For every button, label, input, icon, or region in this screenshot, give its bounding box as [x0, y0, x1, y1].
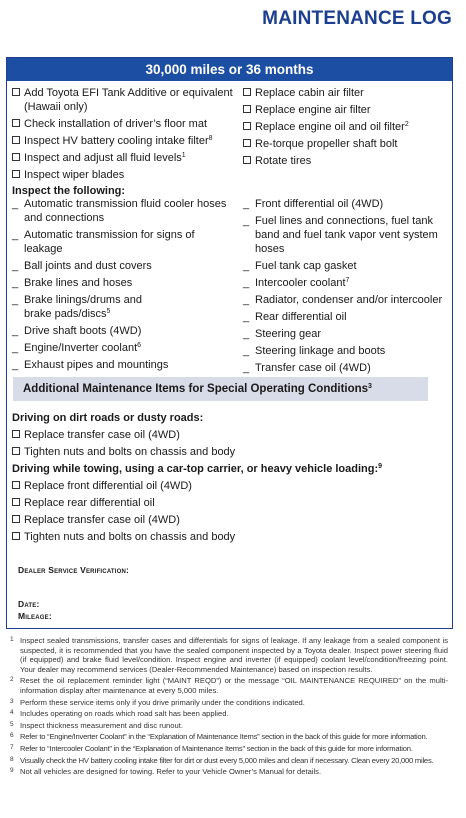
footnote-number: 8: [10, 755, 14, 763]
footnote-number: 4: [10, 709, 14, 717]
footnote-ref: 2: [404, 121, 409, 128]
footnote: [10, 732, 448, 742]
item-label: Replace front differential oil (4WD): [24, 480, 192, 492]
dash-marker: _: [12, 277, 19, 289]
check-item-rotate-tires[interactable]: [243, 154, 443, 168]
item-label: Engine/Inverter coolant: [24, 342, 138, 354]
inspect-item[interactable]: [243, 327, 448, 341]
inspect-item[interactable]: [12, 341, 232, 355]
footnote: [10, 756, 448, 766]
check-item-cabin-filter[interactable]: [243, 86, 443, 100]
footnote-ref: 5: [106, 308, 111, 315]
item-label: Fuel tank cap gasket: [255, 260, 357, 272]
check-item-engine-filter[interactable]: [243, 103, 443, 117]
dash-marker: _: [12, 260, 19, 272]
check-item-wiper-blades[interactable]: [12, 168, 234, 182]
dirt-item[interactable]: [12, 445, 442, 459]
checkbox[interactable]: [12, 498, 20, 506]
item-label: Tighten nuts and bolts on chassis and body: [24, 531, 236, 543]
item-label: Brake lines and hoses: [24, 277, 133, 289]
checkbox[interactable]: [12, 515, 20, 523]
inspect-item[interactable]: [12, 228, 232, 256]
dash-marker: _: [12, 325, 19, 337]
inspect-left-list: [12, 197, 232, 375]
special-conditions: [12, 409, 442, 547]
footnote-text: Not all vehicles are designed for towing. Refer to your Vehicle Owner’s Manual for details.: [20, 767, 322, 777]
item-label: Intercooler coolant: [255, 277, 346, 289]
towing-item[interactable]: [12, 530, 442, 544]
footnote-text: Includes operating on roads which road salt has been applied.: [20, 709, 229, 719]
maintenance-box: [6, 57, 453, 629]
item-label: Exhaust pipes and mountings: [24, 359, 169, 371]
item-label: Brake linings/drums and brake pads/discs: [24, 294, 143, 320]
checkbox[interactable]: [12, 430, 20, 438]
dash-marker: _: [243, 294, 250, 306]
footnote-ref: 7: [345, 277, 350, 284]
footnote-ref: 1: [181, 152, 186, 159]
item-label: Ball joints and dust covers: [24, 260, 152, 272]
checkbox[interactable]: [243, 139, 251, 147]
item-label: Replace engine air filter: [255, 104, 371, 116]
item-label: Steering gear: [255, 328, 322, 340]
item-label: Replace rear differential oil: [24, 497, 155, 509]
inspect-item[interactable]: [243, 310, 448, 324]
inspect-item[interactable]: [243, 197, 448, 211]
checkbox[interactable]: [243, 122, 251, 130]
footnote-text: Refer to “Intercooler Coolant” in the “Explanation of Maintenance Items” section in the back of this guide for more information.: [20, 743, 413, 753]
footnote-number: 6: [10, 732, 14, 740]
footnotes: [10, 636, 448, 779]
checkbox[interactable]: [12, 88, 20, 96]
checkbox[interactable]: [243, 88, 251, 96]
towing-heading: [12, 462, 442, 476]
footnote-text: Visually check the HV battery cooling intake filter for dirt or dust every 5,000 miles and clean if necessary. Clean every 20,000 miles.: [20, 755, 434, 765]
dash-marker: _: [12, 294, 19, 306]
item-label: Steering linkage and boots: [255, 345, 386, 357]
footnote: [10, 676, 448, 695]
interval-header: 30,000 miles or 36 months: [7, 58, 452, 81]
check-item-propeller-bolt[interactable]: [243, 137, 443, 151]
checkbox[interactable]: [243, 156, 251, 164]
item-label: Radiator, condenser and/or intercooler: [255, 294, 443, 306]
inspect-item[interactable]: [243, 344, 448, 358]
dash-marker: _: [243, 362, 250, 374]
item-label: Automatic transmission for signs of leakage: [24, 229, 195, 255]
item-label: Inspect HV battery cooling intake filter: [24, 135, 209, 147]
checkbox[interactable]: [12, 447, 20, 455]
item-label: Re-torque propeller shaft bolt: [255, 138, 398, 150]
page-title: MAINTENANCE LOG: [262, 8, 452, 29]
item-label: Inspect and adjust all fluid levels: [24, 152, 182, 164]
checkbox[interactable]: [12, 481, 20, 489]
dash-marker: _: [12, 342, 19, 354]
footnote-number: 7: [10, 743, 14, 751]
inspect-item[interactable]: [12, 259, 232, 273]
checkbox[interactable]: [12, 153, 20, 161]
checkbox[interactable]: [12, 136, 20, 144]
footnote-ref: 3: [368, 383, 372, 390]
inspect-item[interactable]: [243, 361, 448, 375]
footnote-ref: 9: [378, 463, 383, 470]
item-label: Add Toyota EFI Tank Additive or equivalent (Hawaii only): [24, 87, 233, 113]
checkbox[interactable]: [12, 532, 20, 540]
footnote: [10, 744, 448, 754]
footnote-text: Inspect sealed transmissions, transfer cases and differentials for signs of leakage. If any leakage from a sealed component is suspected, it is recommended that you have the sealed component inspected by a Toyota dealer. Inspect power steering fluid (if equipped) and brake fluid level/condition. Inspect engine and inverter (if equipped) coolant level/condition/freezing point. Your dealer may recommend services (Dealer-Recommended Maintenance) based on inspection results.: [20, 636, 448, 674]
item-label: Rotate tires: [255, 155, 312, 167]
item-label: Fuel lines and connections, fuel tank band and fuel tank vapor vent system hoses: [255, 215, 438, 255]
towing-item[interactable]: [12, 513, 442, 527]
dash-marker: _: [243, 260, 250, 272]
footnote: [10, 767, 448, 777]
item-label: Check installation of driver’s floor mat: [24, 118, 208, 130]
item-label: Drive shaft boots (4WD): [24, 325, 142, 337]
inspect-item[interactable]: [12, 358, 232, 372]
check-item-oil-change[interactable]: [243, 120, 443, 134]
dash-marker: _: [243, 328, 250, 340]
footnote-number: 1: [10, 636, 14, 643]
dash-marker: _: [12, 198, 19, 210]
footnote-number: 2: [10, 676, 14, 684]
inspect-item[interactable]: [12, 293, 164, 321]
dash-marker: _: [243, 345, 250, 357]
item-label: Replace transfer case oil (4WD): [24, 514, 180, 526]
inspect-item[interactable]: [243, 276, 448, 290]
check-item-fluid-levels[interactable]: [12, 151, 234, 165]
inspect-item[interactable]: [243, 214, 448, 256]
footnote-text: Reset the oil replacement reminder light (“MAINT REQD”) or the message “OIL MAINTENANCE REQUIRED” on the multi-information display after maintenance at every 5,000 miles.: [20, 676, 448, 695]
item-label: Front differential oil (4WD): [255, 198, 384, 210]
footnote-number: 9: [10, 767, 14, 775]
dirt-roads-heading: Driving on dirt roads or dusty roads:: [12, 412, 204, 424]
inspect-item[interactable]: [243, 293, 448, 307]
inspect-item[interactable]: [243, 259, 448, 273]
check-item-hv-filter[interactable]: [12, 134, 234, 148]
towing-item[interactable]: [12, 496, 442, 510]
dealer-verification-label: Dealer Service Verification:: [18, 565, 130, 575]
item-label: Transfer case oil (4WD): [255, 362, 371, 374]
inspect-item[interactable]: [12, 276, 232, 290]
inspect-right-list: [243, 197, 448, 378]
footnote: [10, 709, 448, 719]
footnote-text: Perform these service items only if you drive primarily under the conditions indicated.: [20, 697, 305, 707]
footnote-text: Refer to “Engine/Inverter Coolant” in the “Explanation of Maintenance Items” section in the back of this guide for more information.: [20, 732, 428, 742]
dash-marker: _: [243, 277, 250, 289]
inspect-item[interactable]: [12, 197, 232, 225]
footnote: [10, 636, 448, 674]
check-item-floor-mat[interactable]: [12, 117, 234, 131]
mileage-label: Mileage:: [18, 611, 52, 621]
additional-items-heading: [13, 377, 428, 401]
item-label: Rear differential oil: [255, 311, 347, 323]
item-label: Replace engine oil and oil filter: [255, 121, 405, 133]
item-label: Replace cabin air filter: [255, 87, 364, 99]
item-label: Tighten nuts and bolts on chassis and body: [24, 446, 236, 458]
heading-label: Additional Maintenance Items for Special Operating Conditions: [23, 383, 369, 395]
inspect-item[interactable]: [12, 324, 232, 338]
item-label: Replace transfer case oil (4WD): [24, 429, 180, 441]
item-label: Automatic transmission fluid cooler hoses and connections: [24, 198, 227, 224]
dash-marker: _: [12, 359, 19, 371]
dash-marker: _: [243, 311, 250, 323]
heading-label: Driving while towing, using a car-top carrier, or heavy vehicle loading:: [12, 463, 379, 475]
dash-marker: _: [243, 215, 250, 227]
dash-marker: _: [243, 198, 250, 210]
towing-item[interactable]: [12, 479, 442, 493]
inspect-heading: Inspect the following:: [12, 185, 126, 197]
dash-marker: _: [12, 229, 19, 241]
check-item-efi-additive[interactable]: [12, 86, 234, 114]
footnote: [10, 698, 448, 708]
footnote-number: 3: [10, 697, 14, 705]
dirt-item[interactable]: [12, 428, 442, 442]
footnote-ref: 6: [137, 342, 142, 349]
left-check-list: [12, 86, 234, 185]
date-label: Date:: [18, 599, 40, 609]
checkbox[interactable]: [12, 170, 20, 178]
right-check-list: [243, 86, 443, 171]
footnote-ref: 8: [208, 135, 213, 142]
footnote-number: 5: [10, 720, 14, 728]
checkbox[interactable]: [243, 105, 251, 113]
footnote: [10, 721, 448, 731]
footnote-text: Inspect thickness measurement and disc runout.: [20, 720, 183, 730]
item-label: Inspect wiper blades: [24, 169, 125, 181]
checkbox[interactable]: [12, 119, 20, 127]
